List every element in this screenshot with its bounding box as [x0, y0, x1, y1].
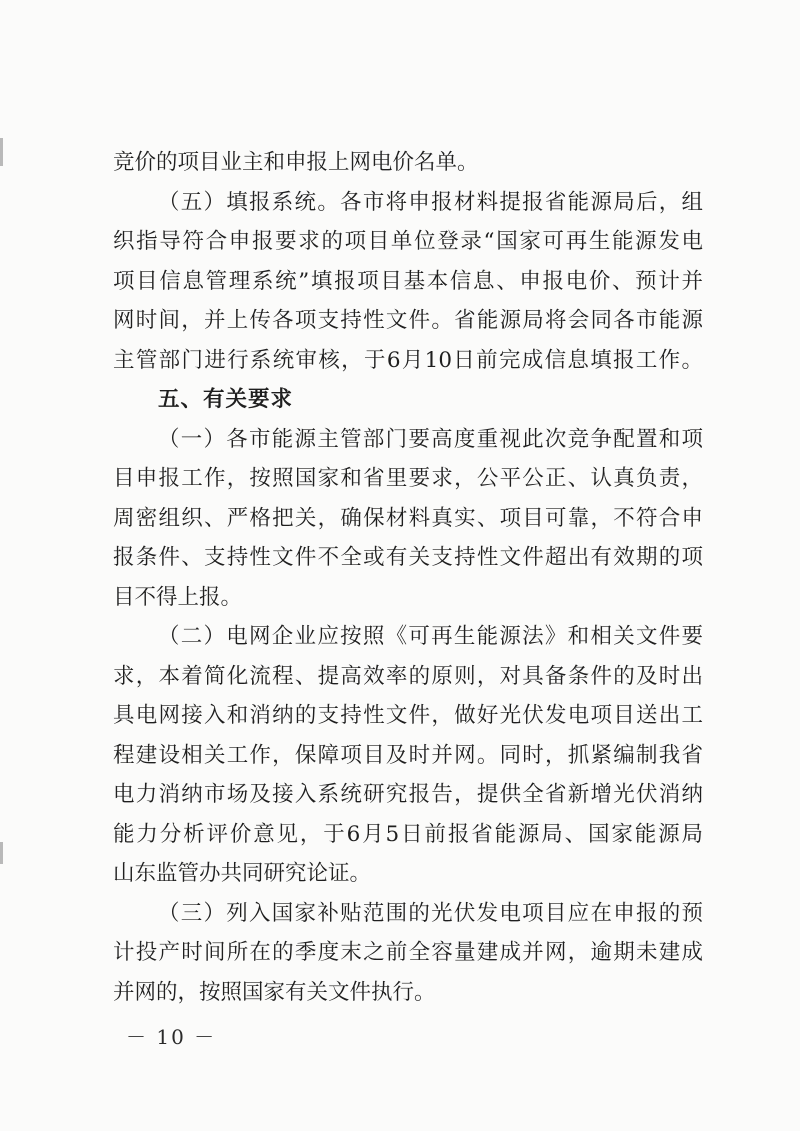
paragraph-line: （三）列入国家补贴范围的光伏发电项目应在申报的预	[158, 900, 703, 926]
paragraph-line: （一）各市能源主管部门要高度重视此次竞争配置和项	[158, 426, 703, 452]
text-line: 竞价的项目业主和申报上网电价名单。	[113, 150, 479, 175]
text-line: 周密组织、严格把关，确保材料真实、项目可靠，不符合申	[113, 505, 703, 531]
paragraph-line: （五）填报系统。各市将申报材料提报省能源局后，组	[158, 189, 703, 215]
scan-edge-mark	[0, 842, 3, 864]
paragraph-line: （二）电网企业应按照《可再生能源法》和相关文件要	[158, 624, 703, 649]
text-line: 电力消纳市场及接入系统研究报告，提供全省新增光伏消纳	[113, 782, 703, 807]
text-line: 计投产时间所在的季度末之前全容量建成并网，逾期未建成	[113, 940, 703, 965]
text-line: 网时间，并上传各项支持性文件。省能源局将会同各市能源	[113, 308, 703, 333]
text-line: 织指导符合申报要求的项目单位登录“国家可再生能源发电	[113, 229, 703, 254]
text-line: 目申报工作，按照国家和省里要求，公平公正、认真负责，	[113, 466, 703, 491]
page-number: － 10 －	[126, 1025, 217, 1049]
text-line: 求，本着简化流程、提高效率的原则，对具备条件的及时出	[113, 663, 703, 689]
text-line: 报条件、支持性文件不全或有关支持性文件超出有效期的项	[113, 545, 703, 570]
text-line: 主管部门进行系统审核，于6月10日前完成信息填报工作。	[113, 347, 703, 373]
text-line: 山东监管办共同研究论证。	[113, 861, 372, 886]
text-line: 具电网接入和消纳的支持性文件，做好光伏发电项目送出工	[113, 703, 703, 728]
text-line: 项目信息管理系统”填报项目基本信息、申报电价、预计并	[113, 268, 703, 294]
text-line: 并网的，按照国家有关文件执行。	[113, 979, 436, 1005]
document-body	[113, 143, 703, 1012]
text-line: 能力分析评价意见，于6月5日前报省能源局、国家能源局	[113, 821, 703, 847]
section-heading: 五、有关要求	[158, 387, 294, 412]
text-line: 目不得上报。	[113, 584, 243, 610]
text-line: 程建设相关工作，保障项目及时并网。同时，抓紧编制我省	[113, 742, 703, 768]
scan-edge-mark	[0, 138, 3, 166]
